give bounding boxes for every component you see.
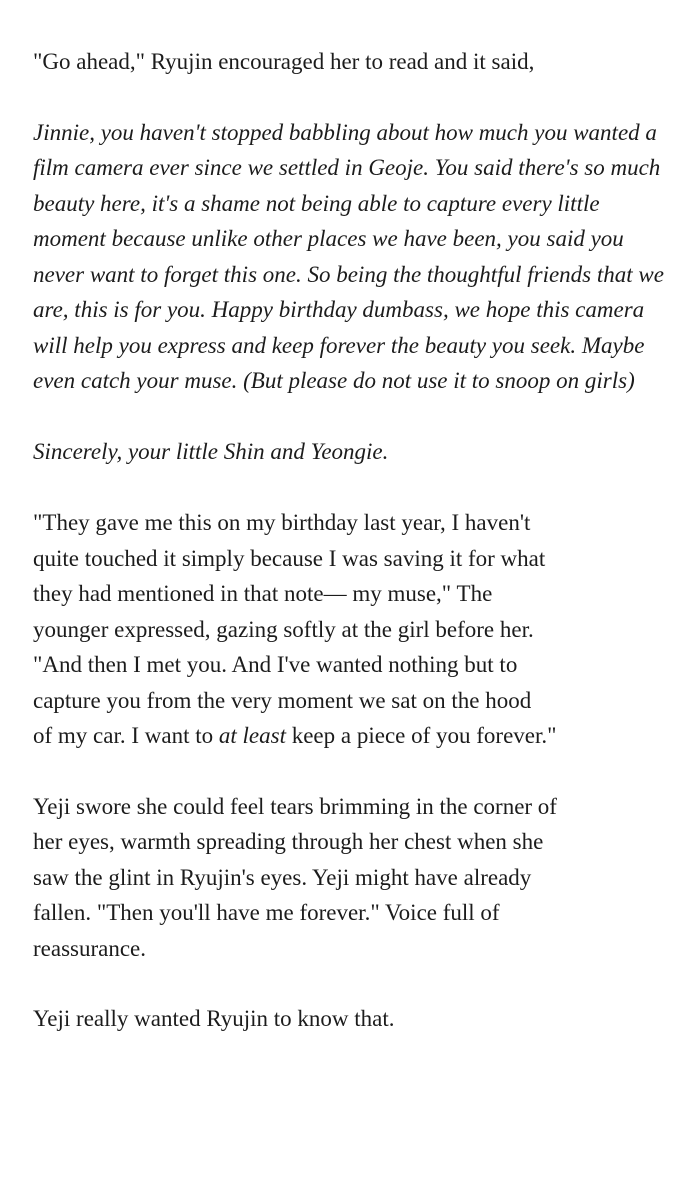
text-segment: keep a piece of you forever." xyxy=(285,723,557,748)
text-line: her eyes, warmth spreading through her chest when she xyxy=(33,829,544,854)
paragraph-ryujin-speech xyxy=(33,505,679,754)
text-line xyxy=(33,718,679,754)
text-line: Sincerely, your little Shin and Yeongie. xyxy=(33,438,389,464)
text-line: saw the glint in Ryujin's eyes. Yeji might have already xyxy=(33,864,532,890)
text-line: Yeji really wanted Ryujin to know that. xyxy=(33,1006,395,1031)
text-line: even catch your muse. (But please do not use it to snoop on girls) xyxy=(33,368,635,393)
text-line: film camera ever since we settled in Geoje. You said there's so much xyxy=(33,155,661,180)
note-signoff xyxy=(33,434,679,470)
text-line: quite touched it simply because I was saving it for what xyxy=(33,545,546,571)
paragraph-intro xyxy=(33,44,679,80)
text-segment: of my car. I want to xyxy=(33,723,219,748)
paragraph-closing xyxy=(33,1001,679,1037)
text-line: "They gave me this on my birthday last year, I haven't xyxy=(33,510,531,535)
paragraph-yeji-reaction xyxy=(33,789,679,967)
text-line: never want to forget this one. So being the thoughtful friends that we xyxy=(33,261,664,287)
text-line: "Go ahead," Ryujin encouraged her to read and it said, xyxy=(33,49,535,74)
text-line: "And then I met you. And I've wanted nothing but to xyxy=(33,652,518,677)
text-line: capture you from the very moment we sat on the hood xyxy=(33,687,532,713)
text-line: they had mentioned in that note— my muse," The xyxy=(33,581,493,606)
text-line: fallen. "Then you'll have me forever." Voice full of xyxy=(33,900,500,925)
text-line: reassurance. xyxy=(33,935,147,961)
emphasis-text: at least xyxy=(218,723,286,748)
note-paragraph xyxy=(33,115,679,399)
text-line: Yeji swore she could feel tears brimming in the corner of xyxy=(33,793,557,819)
text-line: beauty here, it's a shame not being able to capture every little xyxy=(33,190,600,216)
text-line: younger expressed, gazing softly at the girl before her. xyxy=(33,616,534,642)
text-line: moment because unlike other places we have been, you said you xyxy=(33,226,624,251)
text-line: Jinnie, you haven't stopped babbling about how much you wanted a xyxy=(33,119,657,145)
text-line: will help you express and keep forever the beauty you seek. Maybe xyxy=(33,332,645,358)
text-line: are, this is for you. Happy birthday dumbass, we hope this camera xyxy=(33,297,645,322)
